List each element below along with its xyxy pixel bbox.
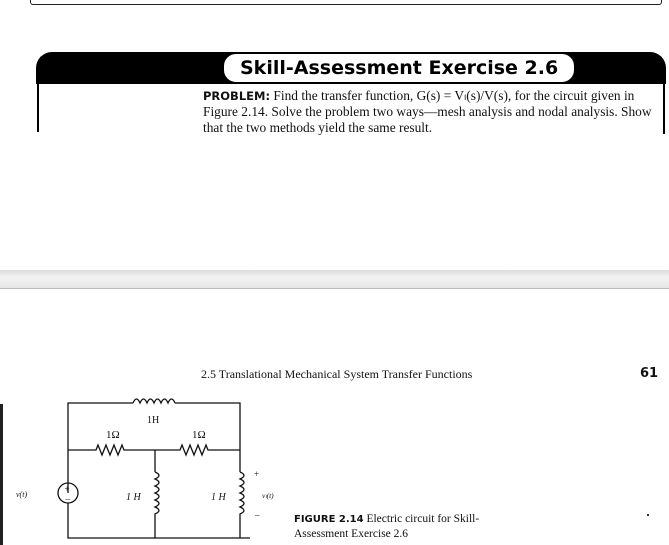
previous-box-bottom-border <box>30 0 662 5</box>
left-resistor <box>68 445 155 455</box>
problem-statement <box>203 88 661 136</box>
problem-label: PROBLEM: <box>203 89 271 103</box>
output-label: vₗ(t) <box>262 491 274 500</box>
source-label: v(t) <box>16 490 28 499</box>
right-resistor <box>155 445 240 455</box>
output-minus: – <box>255 510 260 520</box>
right-inductor-label: 1 H <box>211 492 226 503</box>
top-inductor <box>133 399 175 403</box>
right-resistor-label: 1Ω <box>192 429 206 441</box>
page-number: 61 <box>640 366 659 381</box>
middle-inductor-label: 1 H <box>126 492 141 503</box>
middle-inductor <box>155 472 159 538</box>
running-header: 2.5 Translational Mechanical System Transfer Functions <box>201 367 473 381</box>
output-plus: + <box>254 469 260 479</box>
page-gap <box>0 270 669 288</box>
problem-text: Find the transfer function, G(s) = Vₗ(s)/V(s), for the circuit given in Figure 2.14. Solve the problem two ways—mesh analysis and nodal analysis. Show that the two methods yield the same result. <box>203 88 652 135</box>
source-minus: – <box>65 494 70 504</box>
speck <box>647 514 649 516</box>
page-gap-edge <box>0 288 669 289</box>
circuit-diagram <box>0 390 300 545</box>
exercise-title: Skill-Assessment Exercise 2.6 <box>222 52 576 84</box>
figure-label: FIGURE 2.14 <box>294 514 364 525</box>
right-inductor <box>240 472 244 538</box>
exercise-box-left-border <box>37 84 39 132</box>
figure-caption-text: Electric circuit for Skill-Assessment Exercise 2.6 <box>294 513 480 540</box>
bottom-wire <box>68 503 250 538</box>
top-inductor-label: 1H <box>147 415 160 426</box>
figure-caption <box>294 512 494 542</box>
source-plus: + <box>64 484 70 494</box>
top-right-wire <box>175 403 240 450</box>
left-resistor-label: 1Ω <box>106 429 120 441</box>
exercise-box-right-border <box>663 84 665 134</box>
